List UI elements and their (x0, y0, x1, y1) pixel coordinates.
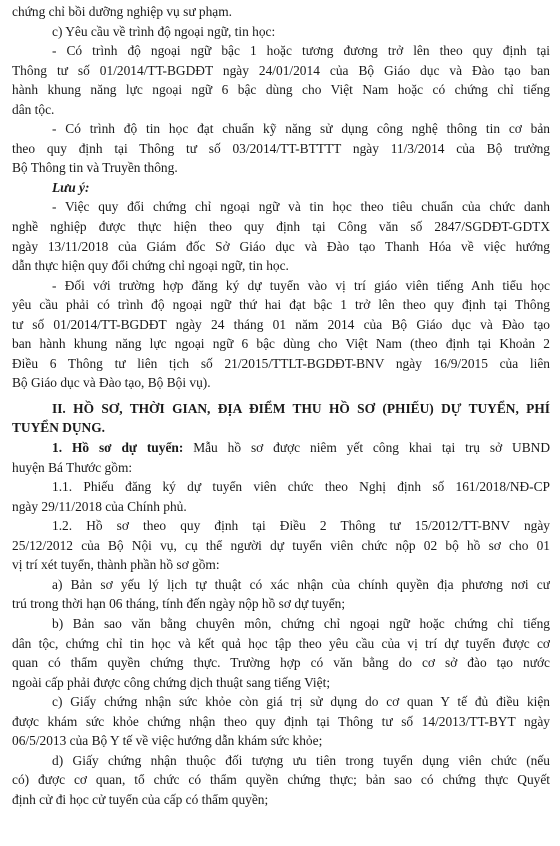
text-line: c) Yêu cầu về trình độ ngoại ngữ, tin học: (52, 23, 276, 39)
text-line: dân tộc, chứng chỉ tin học và kết quả học tập theo yêu cầu của vị trí dự tuyển được cơ (12, 635, 550, 651)
text-line: 25/12/2012 của Bộ Nội vụ, cụ thể người dự tuyển viên chức nộp 02 bộ hồ sơ cho 01 (12, 537, 550, 553)
text-line: nghề nghiệp được thực hiện theo quy định tại Công văn số 2847/SGDĐT-GDTX (12, 219, 550, 235)
text-line: dân tộc. (12, 101, 55, 117)
text-line: chứng chỉ bồi dưỡng nghiệp vụ sư phạm. (12, 4, 233, 19)
text-line: Điều 6 Thông tư liên tịch số 21/2015/TTLT-BGDĐT-BNV ngày 16/9/2015 của liên (12, 355, 550, 371)
text-line-content: 1. Hồ sơ dự tuyển: Mẫu hồ sơ được niêm yết công khai tại trụ sở UBND (52, 440, 550, 456)
note-heading: Lưu ý: (52, 179, 90, 195)
text-line: d) Giấy chứng nhận thuộc đối tượng ưu tiên trong tuyển dụng viên chức (nếu (52, 752, 550, 768)
text-line: có) được cơ quan, tổ chức có thẩm quyền chứng thực; bản sao có chứng thực Quyết (12, 772, 550, 788)
text-line: c) Giấy chứng nhận sức khỏe còn giá trị sử dụng do cơ quan Y tế đủ điều kiện (52, 694, 550, 710)
section-label: 1. Hồ sơ dự tuyển: (52, 440, 184, 456)
text-line (12, 438, 550, 458)
text-line: yêu cầu phải có trình độ ngoại ngữ thứ hai đạt bậc 1 trở lên theo quy định tại Thông (12, 297, 550, 313)
document-page (12, 2, 550, 809)
text-line: 1.2. Hồ sơ theo quy định tại Điều 2 Thông tư 15/2012/TT-BNV ngày (52, 518, 550, 534)
text-line: vị trí xét tuyển, thành phần hồ sơ gồm: (12, 557, 220, 573)
text-line: ban hành khung năng lực ngoại ngữ 6 bậc dùng cho Việt Nam (theo định tại Khoản 2 (12, 336, 550, 352)
text-line: được khám sức khỏe chứng nhận theo quy định tại Thông tư số 14/2013/TT-BYT ngày (12, 713, 550, 729)
text-line: Thông tư số 01/2014/TT-BGDĐT ngày 24/01/2014 của Bộ Giáo dục và Đào tạo ban (12, 62, 550, 78)
text-line: Bộ Thông tin và Truyền thông. (12, 160, 178, 176)
text-line: theo quy định tại Thông tư số 03/2014/TT-BTTTT ngày 11/3/2014 của Bộ trưởng (12, 140, 550, 156)
text-line: II. HỒ SƠ, THỜI GIAN, ĐỊA ĐIỂM THU HỒ SƠ (PHIẾU) DỰ TUYỂN, PHÍ (52, 400, 550, 416)
text-line: ngoài cấp phải được công chứng dịch thuật sang tiếng Việt; (12, 674, 331, 690)
text-line: định cử đi học cử tuyển của cấp có thẩm quyền; (12, 791, 269, 807)
text-line: ngày 29/11/2018 của Chính phủ. (12, 498, 187, 514)
text-line: ngày 13/11/2018 của Giám đốc Sở Giáo dục và Đào tạo Thanh Hóa về việc hướng (12, 238, 550, 254)
text-line: dẫn thực hiện quy đổi chứng chỉ ngoại ngữ, tin học. (12, 258, 289, 274)
text-line: - Có trình độ ngoại ngữ bậc 1 hoặc tương đương trở lên theo quy định tại (52, 43, 550, 59)
text-line: 06/5/2013 của Bộ Y tế về việc hướng dẫn khám sức khỏe; (12, 733, 323, 749)
text-line: 1.1. Phiếu đăng ký dự tuyển viên chức theo Nghị định số 161/2018/NĐ-CP (52, 479, 550, 495)
text-line: a) Bản sơ yếu lý lịch tự thuật có xác nhận của chính quyền địa phương nơi cư (52, 576, 550, 592)
text-line: b) Bản sao văn bằng chuyên môn, chứng chỉ ngoại ngữ hoặc chứng chỉ tiếng (52, 615, 550, 631)
text-line: huyện Bá Thước gồm: (12, 459, 133, 475)
text-line: - Có trình độ tin học đạt chuẩn kỹ năng sử dụng công nghệ thông tin cơ bản (52, 121, 550, 137)
text-line: hành khung năng lực ngoại ngữ 6 bậc dùng cho Việt Nam hoặc có chứng chỉ tiếng (12, 82, 550, 98)
text-line: - Việc quy đổi chứng chỉ ngoại ngữ và tin học theo tiêu chuẩn của chức danh (52, 199, 550, 215)
text-line: Bộ Giáo dục và Đào tạo, Bộ Bội vụ). (12, 375, 211, 391)
text-line (12, 178, 550, 198)
text-line: tư số 01/2014/TT-BGDĐT ngày 24 tháng 01 năm 2014 của Bộ Giáo dục và Đào tạo (12, 316, 550, 332)
text-line: trú trong thời hạn 06 tháng, tính đến ngày nộp hồ sơ dự tuyển; (12, 596, 346, 612)
text-line: TUYỂN DỤNG. (12, 420, 105, 436)
text-line: - Đối với trường hợp đăng ký dự tuyển vào vị trí giáo viên tiếng Anh tiểu học (52, 277, 550, 293)
text-line: quan có thẩm quyền chứng thực. Trường hợp có văn bằng do cơ sở đào tạo nước (12, 655, 550, 671)
